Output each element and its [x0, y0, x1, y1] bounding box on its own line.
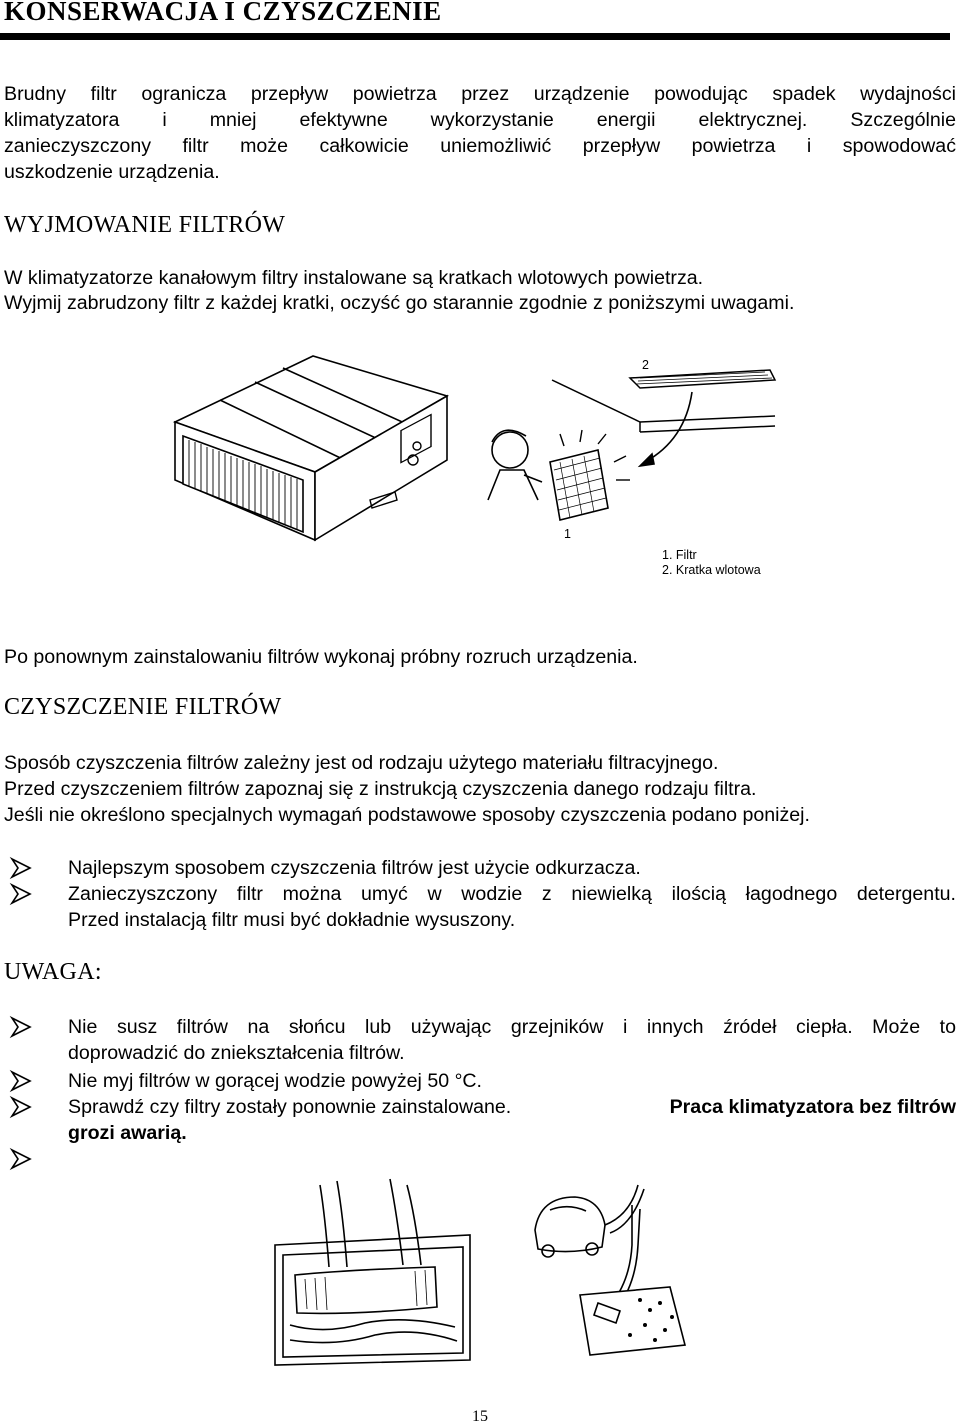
warning-bullet-3-bold: Praca klimatyzatora bez filtrów [669, 1096, 956, 1118]
cleaning-line-1: Sposób czyszczenia filtrów zależny jest od rodzaju użytego materiału filtracyjnego. [4, 752, 719, 774]
warning-heading: UWAGA: [4, 959, 102, 985]
warning-bullet-1-continued: doprowadzić do zniekształcenia filtrów. [68, 1042, 405, 1064]
filter-removal-illustration [480, 350, 780, 540]
arrow-bullet-icon [10, 884, 32, 904]
figure-label-1: 1 [564, 527, 571, 541]
arrow-bullet-icon [10, 858, 32, 878]
arrow-bullet-icon [10, 1017, 32, 1037]
figure-label-2: 2 [642, 358, 649, 372]
removal-line-1: W klimatyzatorze kanałowym filtry instalowane są kratkach wlotowych powietrza. [4, 267, 704, 289]
removal-line-2: Wyjmij zabrudzony filtr z każdej kratki, oczyść go starannie zgodnie z poniższymi uwagami. [4, 292, 795, 314]
figure-legend-grille: 2. Kratka wlotowa [662, 563, 761, 577]
cleaning-bullet-2-continued: Przed instalacją filtr musi być dokładnie wysuszony. [68, 909, 516, 931]
cleaning-line-2: Przed czyszczeniem filtrów zapoznaj się z instrukcją czyszczenia danego rodzaju filtra. [4, 778, 757, 800]
figure-legend-filter: 1. Filtr [662, 548, 697, 562]
section-heading-removal: WYJMOWANIE FILTRÓW [4, 212, 286, 238]
title-underline [0, 33, 950, 40]
filter-washing-illustration [265, 1175, 480, 1370]
ducted-unit-illustration [165, 350, 465, 550]
arrow-bullet-icon [10, 1071, 32, 1091]
arrow-bullet-icon [10, 1097, 32, 1117]
warning-bullet-3-text: Sprawdź czy filtry zostały ponownie zainstalowane. [68, 1096, 512, 1118]
intro-line-3: zanieczyszczony filtr może całkowicie uniemożliwić przepływ powietrza i spowodować [4, 135, 956, 157]
warning-bullet-1: Nie susz filtrów na słońcu lub używając grzejników i innych źródeł ciepła. Może to [68, 1016, 956, 1038]
intro-line-4: uszkodzenie urządzenia. [4, 161, 220, 183]
warning-bullet-2: Nie myj filtrów w gorącej wodzie powyżej 50 °C. [68, 1070, 483, 1092]
cleaning-line-3: Jeśli nie określono specjalnych wymagań podstawowe sposoby czyszczenia podano poniżej. [4, 804, 810, 826]
intro-line-2: klimatyzatora i mniej efektywne wykorzystanie energii elektrycznej. Szczególnie [4, 109, 956, 131]
warning-bullet-3-bold-continued: grozi awarią. [68, 1122, 187, 1144]
arrow-bullet-icon [10, 1149, 32, 1169]
cleaning-bullet-2: Zanieczyszczony filtr można umyć w wodzie z niewielką ilością łagodnego detergentu. [68, 883, 956, 905]
page-number: 15 [472, 1408, 488, 1425]
page-title: KONSERWACJA I CZYSZCZENIE [4, 0, 442, 26]
vacuum-cleaning-illustration [520, 1185, 700, 1360]
warning-bullet-3 [68, 1094, 956, 1120]
section-heading-cleaning: CZYSZCZENIE FILTRÓW [4, 694, 282, 720]
cleaning-bullet-1: Najlepszym sposobem czyszczenia filtrów jest użycie odkurzacza. [68, 857, 641, 879]
after-install-text: Po ponownym zainstalowaniu filtrów wykonaj próbny rozruch urządzenia. [4, 646, 638, 668]
intro-line-1: Brudny filtr ogranicza przepływ powietrza przez urządzenie powodując spadek wydajności [4, 83, 956, 105]
